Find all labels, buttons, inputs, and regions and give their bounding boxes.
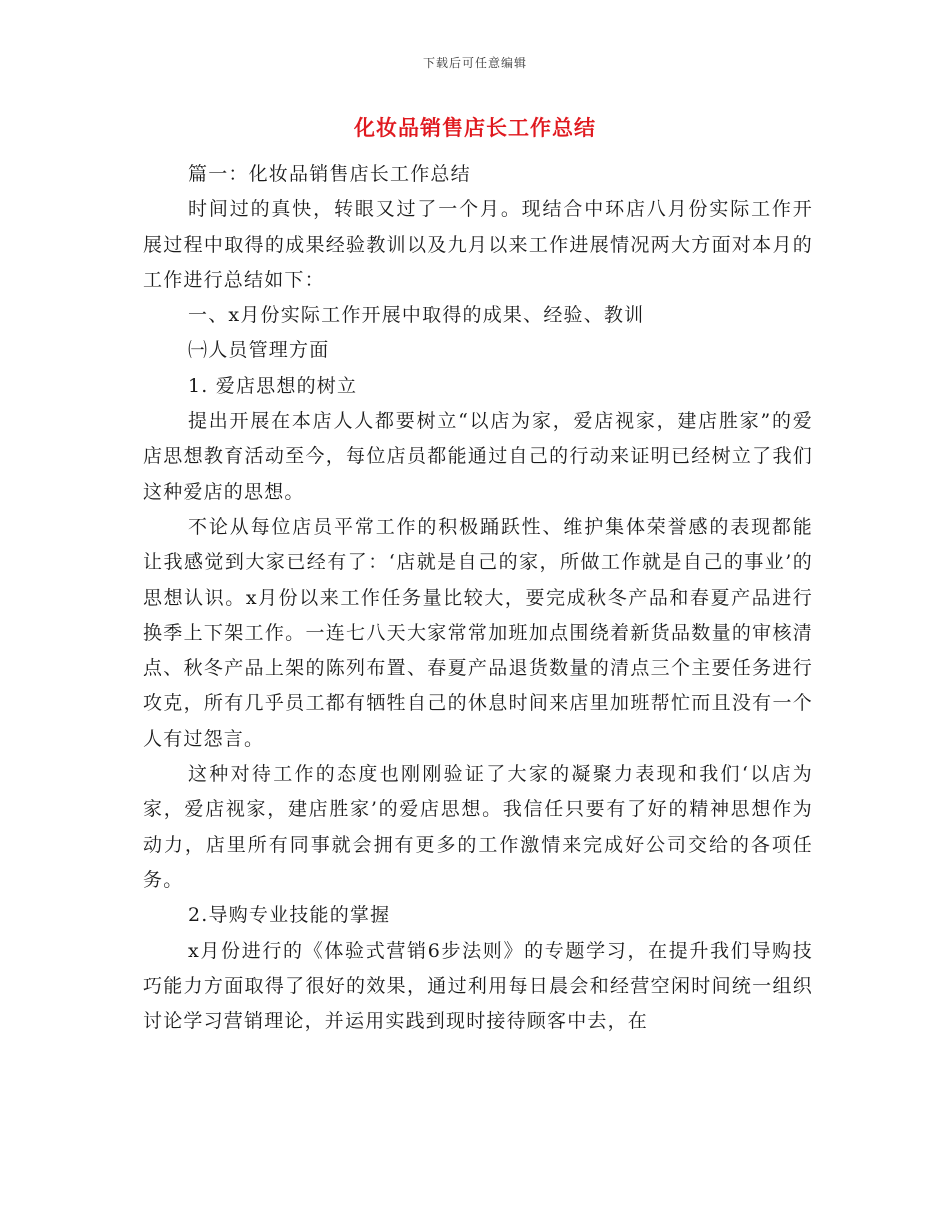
section-heading: ㈠人员管理方面	[188, 339, 330, 362]
section-heading: 一、x月份实际工作开展中取得的成果、经验、教训	[188, 304, 645, 327]
section-heading: 2.导购专业技能的掌握	[188, 904, 391, 927]
paragraph: 不论从每位店员平常工作的积极踊跃性、维护集体荣誉感的表现都能让我感觉到大家已经有了：‘店就是自己的家，所做工作就是自己的事业’的思想认识。x月份以来工作任务量比较大，要完成秋冬产品和春夏产品进行换季上下架工作。一连七八天大家常常加班加点围绕着新货品数量的审核清点、秋冬产品上架的陈列布置、春夏产品退货数量的清点三个主要任务进行攻克，所有几乎员工都有牺牲自己的休息时间来店里加班帮忙而且没有一个人有过怨言。	[143, 515, 813, 750]
paragraph: x月份进行的《体验式营销6步法则》的专题学习，在提升我们导购技巧能力方面取得了很好的效果，通过利用每日晨会和经营空闲时间统一组织讨论学习营销理论，并运用实践到现时接待顾客中去，在	[143, 939, 813, 1033]
header-note: 下载后可任意编辑	[422, 56, 527, 70]
paragraph: 时间过的真快，转眼又过了一个月。现结合中环店八月份实际工作开展过程中取得的成果经验教训以及九月以来工作进展情况两大方面对本月的工作进行总结如下：	[143, 198, 813, 291]
document-title: 化妆品销售店长工作总结	[354, 115, 596, 140]
section-heading: 篇一：化妆品销售店长工作总结	[188, 163, 471, 185]
paragraph: 提出开展在本店人人都要树立“以店为家，爱店视家，建店胜家”的爱店思想教育活动至今，每位店员都能通过自己的行动来证明已经树立了我们这种爱店的思想。	[143, 410, 813, 503]
paragraph: 这种对待工作的态度也刚刚验证了大家的凝聚力表现和我们‘以店为家，爱店视家，建店胜家’的爱店思想。我信任只要有了好的精神思想作为动力，店里所有同事就会拥有更多的工作激情来完成好公司交给的各项任务。	[143, 763, 813, 891]
document-body	[143, 157, 813, 1039]
section-heading: 1. 爱店思想的树立	[188, 374, 358, 397]
